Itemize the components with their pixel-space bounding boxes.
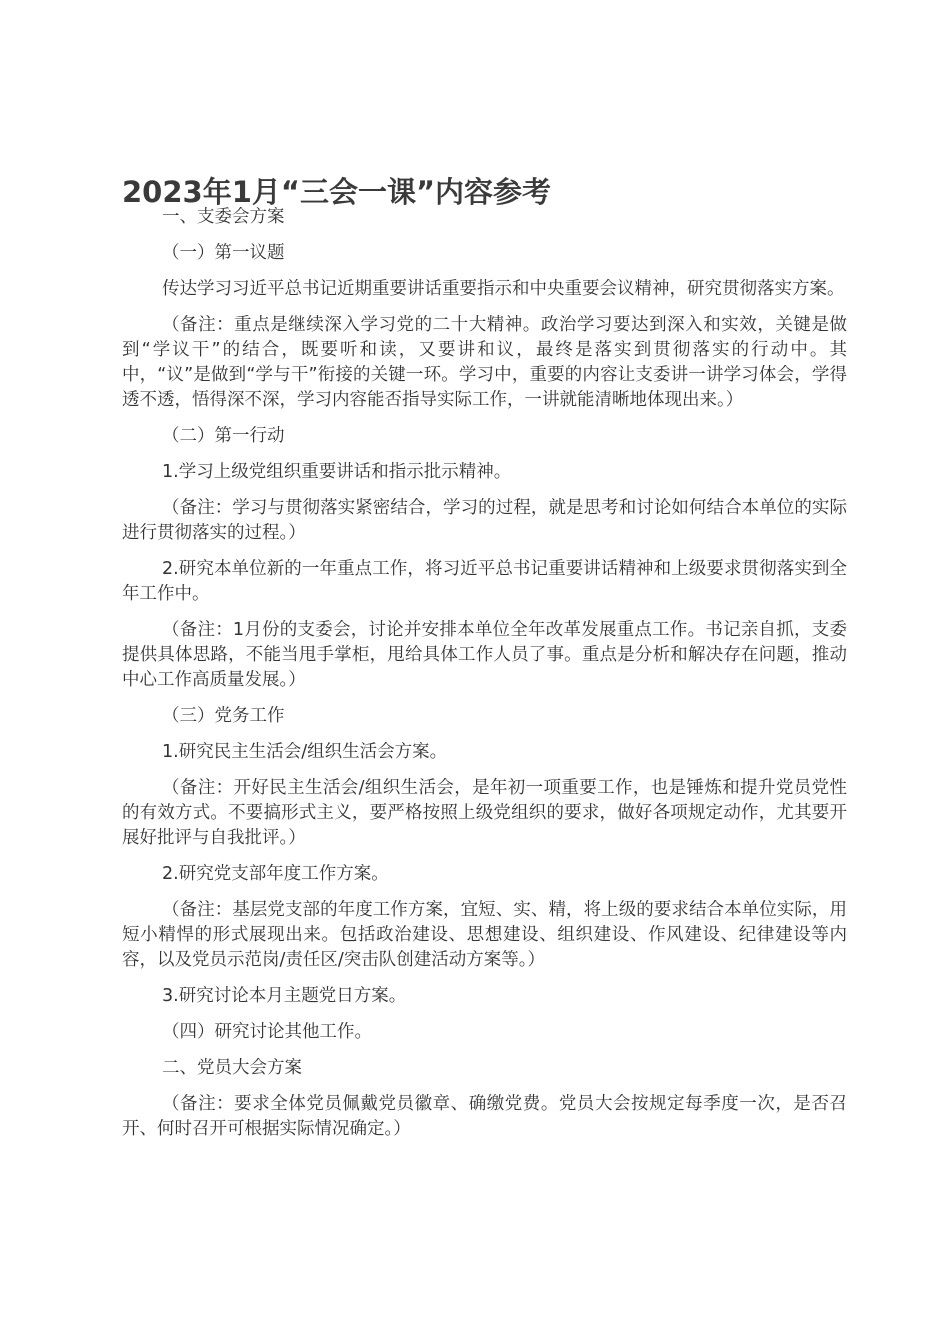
list-item: 1.学习上级党组织重要讲话和指示批示精神。 bbox=[162, 462, 512, 482]
section-heading-branch-committee: 一、支委会方案 bbox=[162, 207, 285, 227]
note-paragraph: （备注：要求全体党员佩戴党员徽章、确缴党费。党员大会按规定每季度一次，是否召开、何时召开可根据实际情况确定。） bbox=[122, 1094, 847, 1139]
section-heading-party-congress: 二、党员大会方案 bbox=[162, 1058, 302, 1078]
subsection-heading-party-affairs: （三）党务工作 bbox=[162, 706, 285, 726]
note-paragraph: （备注：基层党支部的年度工作方案，宜短、实、精，将上级的要求结合本单位实际，用短小精悍的形式展现出来。包括政治建设、思想建设、组织建设、作风建设、纪律建设等内容，以及党员示范岗/责任区/突击队创建活动方案等。） bbox=[122, 900, 847, 970]
body-paragraph: 传达学习习近平总书记近期重要讲话重要指示和中央重要会议精神，研究贯彻落实方案。 bbox=[162, 279, 845, 299]
list-item: 1.研究民主生活会/组织生活会方案。 bbox=[162, 742, 448, 762]
list-item: 3.研究讨论本月主题党日方案。 bbox=[162, 986, 407, 1006]
subsection-heading-first-action: （二）第一行动 bbox=[162, 426, 285, 446]
list-item: 2.研究本单位新的一年重点工作，将习近平总书记重要讲话精神和上级要求贯彻落实到全年工作中。 bbox=[122, 559, 847, 604]
subsection-heading-first-topic: （一）第一议题 bbox=[162, 243, 285, 263]
note-paragraph: （备注：重点是继续深入学习党的二十大精神。政治学习要达到深入和实效，关键是做到“学议干”的结合，既要听和读，又要讲和议，最终是落实到贯彻落实的行动中。其中，“议”是做到“学与干”衔接的关键一环。学习中，重要的内容让支委讲一讲学习体会，学得透不透，悟得深不深，学习内容能否指导实际工作，一讲就能清晰地体现出来。） bbox=[122, 315, 847, 410]
note-paragraph: （备注：学习与贯彻落实紧密结合，学习的过程，就是思考和讨论如何结合本单位的实际进行贯彻落实的过程。） bbox=[122, 498, 847, 543]
note-paragraph: （备注：1月份的支委会，讨论并安排本单位全年改革发展重点工作。书记亲自抓，支委提供具体思路，不能当甩手掌柜，甩给具体工作人员了事。重点是分析和解决存在问题，推动中心工作高质量发展。） bbox=[122, 620, 847, 690]
subsection-heading-other-work: （四）研究讨论其他工作。 bbox=[162, 1022, 372, 1042]
list-item: 2.研究党支部年度工作方案。 bbox=[162, 864, 389, 884]
document-body bbox=[122, 205, 847, 1153]
note-paragraph: （备注：开好民主生活会/组织生活会，是年初一项重要工作，也是锤炼和提升党员党性的有效方式。不要搞形式主义，要严格按照上级党组织的要求，做好各项规定动作，尤其要开展好批评与自我批评。） bbox=[122, 778, 847, 848]
document-title: 2023年1月“三会一课”内容参考 bbox=[122, 175, 552, 210]
